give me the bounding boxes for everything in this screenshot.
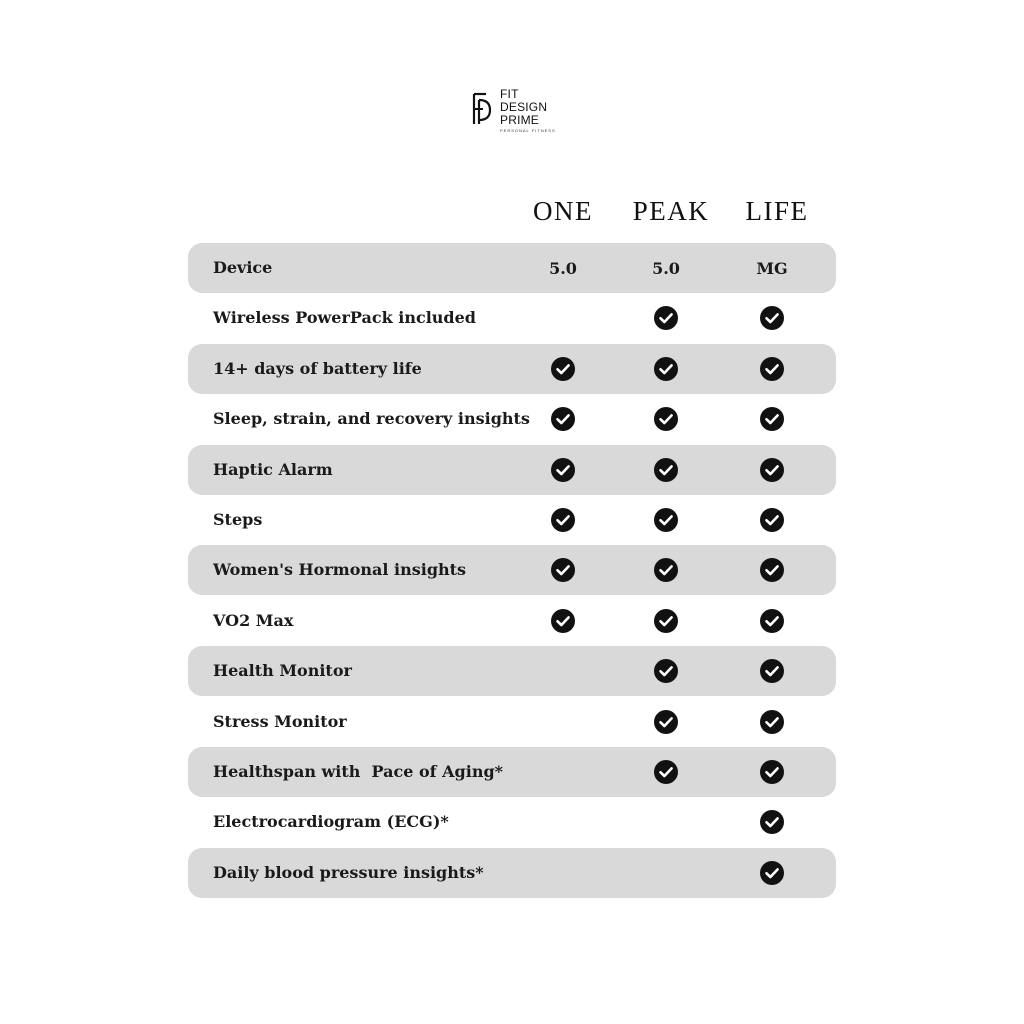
- cell-peak: [636, 596, 696, 646]
- cell-peak: [636, 394, 696, 444]
- checkmark-icon: [760, 357, 784, 381]
- device-version-one: 5.0: [549, 258, 577, 278]
- cell-peak: [636, 848, 696, 898]
- table-row: [188, 545, 836, 595]
- feature-label: Steps: [213, 510, 263, 529]
- device-version-peak: 5.0: [652, 258, 680, 278]
- logo-line-prime: PRIME: [500, 113, 540, 127]
- cell-one: [533, 596, 593, 646]
- checkmark-icon: [760, 810, 784, 834]
- feature-label: Sleep, strain, and recovery insights: [213, 409, 530, 428]
- checkmark-icon: [654, 710, 678, 734]
- brand-logo: [470, 88, 556, 134]
- checkmark-icon: [654, 659, 678, 683]
- table-row: [188, 243, 836, 293]
- table-row: [188, 646, 836, 696]
- cell-life: [742, 545, 802, 595]
- feature-label: Women's Hormonal insights: [213, 560, 467, 579]
- checkmark-icon: [551, 458, 575, 482]
- cell-life: [742, 394, 802, 444]
- feature-label: Device: [213, 258, 273, 277]
- table-row: [188, 293, 836, 343]
- logo-line-fit: FIT: [500, 87, 519, 101]
- feature-label: Health Monitor: [213, 661, 352, 680]
- checkmark-icon: [760, 609, 784, 633]
- checkmark-icon: [654, 306, 678, 330]
- table-row: [188, 344, 836, 394]
- cell-one: [533, 243, 593, 293]
- cell-life: [742, 797, 802, 847]
- checkmark-icon: [654, 760, 678, 784]
- checkmark-icon: [760, 306, 784, 330]
- plan-header-one: ONE: [533, 196, 593, 226]
- checkmark-icon: [654, 357, 678, 381]
- cell-one: [533, 848, 593, 898]
- plan-header-life: LIFE: [745, 196, 809, 226]
- feature-label: Healthspan with Pace of Aging*: [213, 762, 503, 781]
- checkmark-icon: [760, 659, 784, 683]
- checkmark-icon: [760, 558, 784, 582]
- cell-life: [742, 495, 802, 545]
- cell-life: [742, 293, 802, 343]
- cell-life: [742, 646, 802, 696]
- cell-one: [533, 293, 593, 343]
- table-row: [188, 797, 836, 847]
- checkmark-icon: [760, 508, 784, 532]
- cell-peak: [636, 697, 696, 747]
- cell-peak: [636, 344, 696, 394]
- table-row: [188, 445, 836, 495]
- cell-life: [742, 243, 802, 293]
- feature-label: 14+ days of battery life: [213, 359, 422, 378]
- table-row: [188, 848, 836, 898]
- device-version-life: MG: [756, 258, 788, 278]
- checkmark-icon: [551, 407, 575, 431]
- checkmark-icon: [551, 609, 575, 633]
- cell-life: [742, 747, 802, 797]
- cell-peak: [636, 646, 696, 696]
- cell-peak: [636, 293, 696, 343]
- checkmark-icon: [551, 558, 575, 582]
- cell-peak: [636, 495, 696, 545]
- table-row: [188, 495, 836, 545]
- cell-life: [742, 445, 802, 495]
- cell-peak: [636, 445, 696, 495]
- cell-one: [533, 747, 593, 797]
- cell-one: [533, 344, 593, 394]
- checkmark-icon: [654, 458, 678, 482]
- checkmark-icon: [654, 508, 678, 532]
- feature-label: Wireless PowerPack included: [213, 308, 476, 327]
- checkmark-icon: [654, 558, 678, 582]
- checkmark-icon: [760, 407, 784, 431]
- plan-header-peak: PEAK: [632, 196, 710, 226]
- cell-life: [742, 596, 802, 646]
- feature-label: Haptic Alarm: [213, 460, 333, 479]
- checkmark-icon: [760, 760, 784, 784]
- cell-peak: [636, 747, 696, 797]
- logo-wordmark: [500, 88, 556, 134]
- cell-life: [742, 697, 802, 747]
- cell-peak: [636, 545, 696, 595]
- cell-one: [533, 445, 593, 495]
- cell-one: [533, 495, 593, 545]
- cell-peak: [636, 797, 696, 847]
- feature-label: Daily blood pressure insights*: [213, 863, 484, 882]
- fdp-monogram-icon: [470, 92, 492, 126]
- cell-one: [533, 797, 593, 847]
- checkmark-icon: [654, 609, 678, 633]
- table-row: [188, 747, 836, 797]
- logo-tagline: PERSONAL FITNESS: [500, 128, 556, 133]
- checkmark-icon: [760, 710, 784, 734]
- logo-line-design: DESIGN: [500, 100, 548, 114]
- cell-one: [533, 697, 593, 747]
- checkmark-icon: [654, 407, 678, 431]
- checkmark-icon: [551, 357, 575, 381]
- cell-one: [533, 545, 593, 595]
- cell-life: [742, 344, 802, 394]
- table-row: [188, 697, 836, 747]
- feature-label: VO2 Max: [213, 611, 294, 630]
- feature-label: Electrocardiogram (ECG)*: [213, 812, 449, 831]
- feature-label: Stress Monitor: [213, 712, 347, 731]
- table-row: [188, 394, 836, 444]
- checkmark-icon: [551, 508, 575, 532]
- checkmark-icon: [760, 458, 784, 482]
- cell-one: [533, 394, 593, 444]
- table-row: [188, 596, 836, 646]
- cell-one: [533, 646, 593, 696]
- cell-life: [742, 848, 802, 898]
- checkmark-icon: [760, 861, 784, 885]
- cell-peak: [636, 243, 696, 293]
